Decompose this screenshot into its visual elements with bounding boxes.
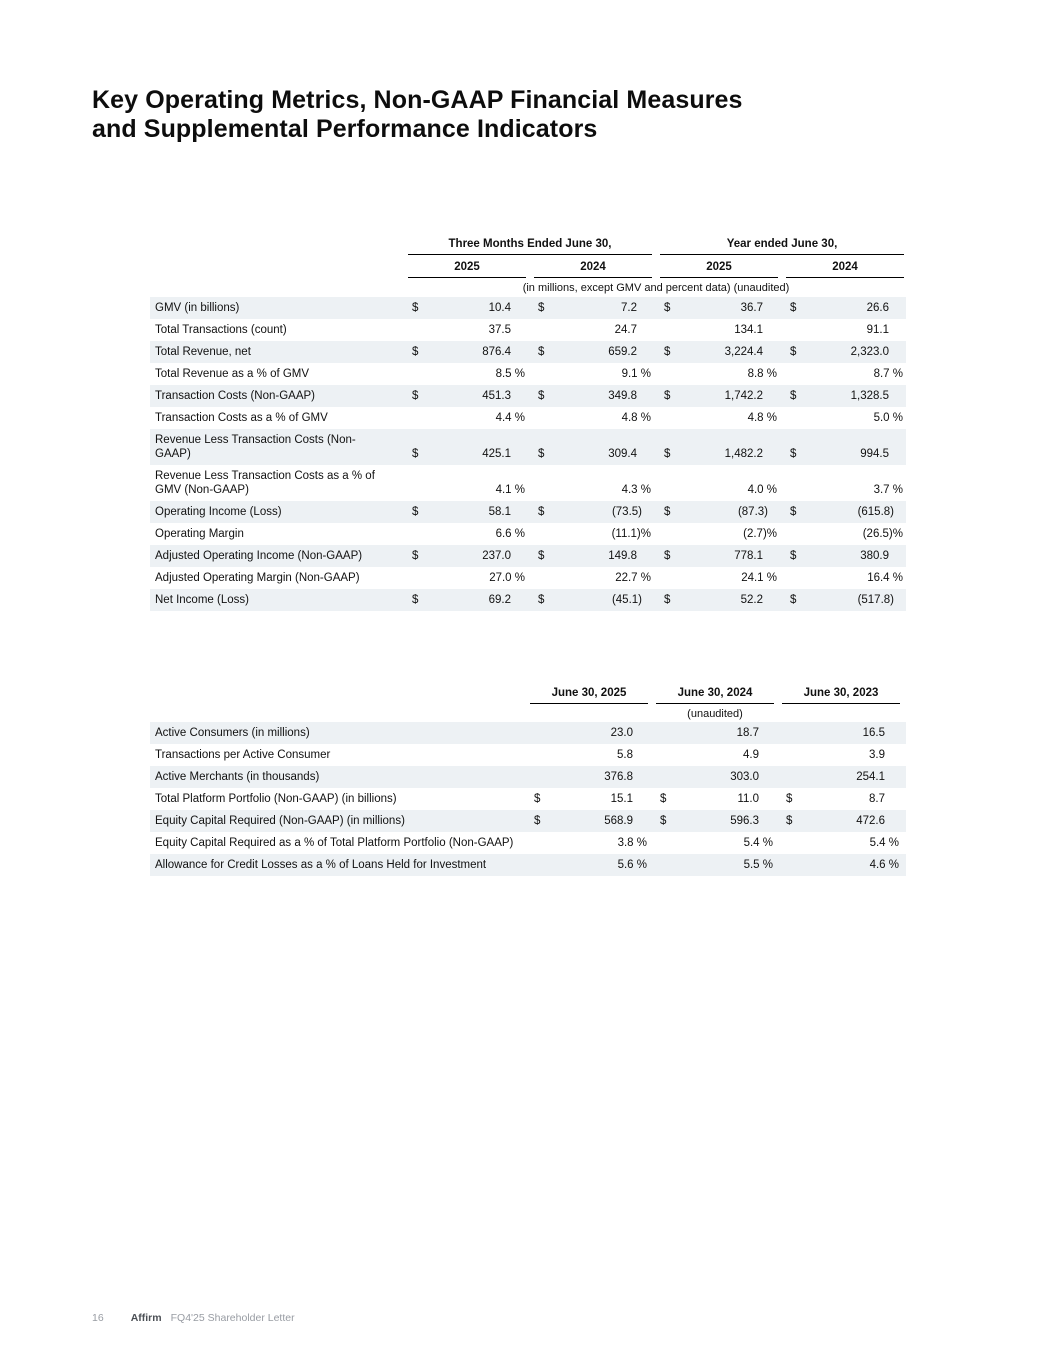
value-cell [530,748,648,762]
currency-symbol: $ [538,594,545,606]
col-group-three-months: Three Months Ended June 30, [408,238,652,255]
value-cell [660,571,778,585]
currency-symbol: $ [790,506,797,518]
row-label: Adjusted Operating Income (Non-GAAP) [155,550,363,562]
document-name: FQ4'25 Shareholder Letter [170,1312,295,1324]
value-cell [408,367,526,381]
page-title [92,86,1055,144]
value-cell [782,748,900,762]
table-row [150,744,906,766]
table-row [150,854,906,876]
cell-value: 5.5 % [743,859,773,871]
cell-value: 15.1 [610,793,633,805]
cell-value: 24.7 [614,324,637,336]
value-cell [534,483,652,497]
value-cell [786,527,904,541]
value-cell [786,345,904,359]
value-cell [530,858,648,872]
value-cell [534,323,652,337]
row-label: Total Platform Portfolio (Non-GAAP) (in billions) [155,793,397,805]
currency-symbol: $ [538,302,545,314]
cell-value: 4.8 % [747,412,777,424]
value-cell [660,447,778,461]
currency-symbol: $ [790,302,797,314]
cell-value: 16.4 % [867,572,903,584]
currency-symbol: $ [786,793,793,805]
value-cell [408,571,526,585]
value-cell [534,389,652,403]
value-cell [534,549,652,563]
value-cell [656,726,774,740]
currency-symbol: $ [412,390,419,402]
cell-value: (2.7)% [743,528,777,540]
cell-value: 26.6 [866,302,889,314]
value-cell [530,836,648,850]
table-row [150,567,906,589]
cell-value: 36.7 [740,302,763,314]
row-label: Revenue Less Transaction Costs (Non-GAAP) [155,434,356,460]
table-row [150,832,906,854]
cell-value: 451.3 [482,390,511,402]
row-label: Total Transactions (count) [155,324,287,336]
cell-value: 4.1 % [495,484,525,496]
currency-symbol: $ [660,793,667,805]
table-row [150,429,906,465]
cell-value: 1,482.2 [724,448,763,460]
cell-value: 58.1 [488,506,511,518]
value-cell [656,792,774,806]
cell-value: 4.0 % [747,484,777,496]
currency-symbol: $ [790,346,797,358]
value-cell [408,549,526,563]
cell-value: 380.9 [860,550,889,562]
currency-symbol: $ [538,346,545,358]
cell-value: (87.3) [737,506,768,518]
value-cell [530,726,648,740]
cell-value: 1,742.2 [724,390,763,402]
value-cell [782,836,900,850]
cell-value: (73.5) [611,506,642,518]
currency-symbol: $ [538,390,545,402]
page-title-line2: and Supplemental Performance Indicators [92,115,598,143]
currency-symbol: $ [534,815,541,827]
value-cell [786,411,904,425]
value-cell [656,836,774,850]
table-row [150,523,906,545]
currency-symbol: $ [412,448,419,460]
value-cell [660,345,778,359]
cell-value: 24.1 % [741,572,777,584]
cell-value: 7.2 [621,302,637,314]
currency-symbol: $ [664,346,671,358]
value-cell [782,726,900,740]
table-row [150,319,906,341]
col-header-jun-2025: June 30, 2025 [530,681,648,704]
value-cell [660,549,778,563]
value-cell [530,814,648,828]
cell-value: 4.3 % [621,484,651,496]
table1-units-note: (in millions, except GMV and percent data) (unaudited) [522,282,790,294]
cell-value: 4.8 % [621,412,651,424]
row-label: Active Merchants (in thousands) [155,771,320,783]
cell-value: 4.9 [743,749,759,761]
cell-value: (517.8) [857,594,894,606]
table-row [150,788,906,810]
cell-value: 69.2 [488,594,511,606]
table1-group-header-row [150,238,906,255]
table2-rows [150,722,906,876]
value-cell [408,527,526,541]
currency-symbol: $ [412,506,419,518]
table2-header-row [150,681,906,704]
cell-value: 5.6 % [617,859,647,871]
value-cell [408,593,526,607]
currency-symbol: $ [412,346,419,358]
cell-value: (45.1) [611,594,642,606]
value-cell [782,792,900,806]
currency-symbol: $ [412,302,419,314]
table-row [150,465,906,501]
currency-symbol: $ [538,506,545,518]
currency-symbol: $ [664,302,671,314]
page-number: 16 [92,1312,104,1324]
value-cell [534,593,652,607]
value-cell [408,505,526,519]
value-cell [408,301,526,315]
col-header-jun-2024: June 30, 2024 [656,681,774,704]
cell-value: 778.1 [734,550,763,562]
cell-value: 91.1 [866,324,889,336]
cell-value: 309.4 [608,448,637,460]
value-cell [530,770,648,784]
cell-value: 3.7 % [873,484,903,496]
table1-year-header-row [150,255,906,278]
currency-symbol: $ [412,550,419,562]
value-cell [660,301,778,315]
row-label: Net Income (Loss) [155,594,249,606]
table-row [150,341,906,363]
col-header-y-2025: 2025 [660,255,778,278]
cell-value: 9.1 % [621,368,651,380]
table-row [150,407,906,429]
cell-value: 472.6 [856,815,885,827]
value-cell [656,858,774,872]
value-cell [786,367,904,381]
cell-value: 6.6 % [495,528,525,540]
cell-value: 149.8 [608,550,637,562]
cell-value: 4.4 % [495,412,525,424]
table-row [150,363,906,385]
cell-value: 8.8 % [747,368,777,380]
supplemental-metrics-table [150,681,906,876]
value-cell [534,411,652,425]
cell-value: 8.7 [869,793,885,805]
cell-value: 303.0 [730,771,759,783]
row-label: Active Consumers (in millions) [155,727,310,739]
value-cell [786,549,904,563]
table-row [150,589,906,611]
cell-value: 18.7 [736,727,759,739]
cell-value: 3,224.4 [724,346,763,358]
col-group-year-ended: Year ended June 30, [660,238,904,255]
cell-value: 568.9 [604,815,633,827]
currency-symbol: $ [790,594,797,606]
value-cell [656,814,774,828]
value-cell [660,411,778,425]
row-label: Operating Margin [155,528,244,540]
value-cell [408,447,526,461]
value-cell [534,505,652,519]
value-cell [782,858,900,872]
value-cell [660,483,778,497]
table-row [150,722,906,744]
table2-unaudited-note: (unaudited) [687,708,743,720]
row-label: Total Revenue as a % of GMV [155,368,310,380]
table2-note-row [150,704,906,722]
value-cell [534,527,652,541]
table-row [150,501,906,523]
row-label: Adjusted Operating Margin (Non-GAAP) [155,572,360,584]
currency-symbol: $ [534,793,541,805]
table-row [150,766,906,788]
cell-value: 22.7 % [615,572,651,584]
value-cell [534,447,652,461]
cell-value: 1,328.5 [850,390,889,402]
cell-value: 237.0 [482,550,511,562]
col-header-y-2024: 2024 [786,255,904,278]
row-label: Transactions per Active Consumer [155,749,331,761]
cell-value: 425.1 [482,448,511,460]
cell-value: 8.5 % [495,368,525,380]
value-cell [530,792,648,806]
cell-value: 11.0 [737,793,759,805]
key-metrics-table [150,238,906,611]
cell-value: 349.8 [608,390,637,402]
currency-symbol: $ [664,390,671,402]
col-header-jun-2023: June 30, 2023 [782,681,900,704]
cell-value: 2,323.0 [850,346,889,358]
value-cell [534,301,652,315]
value-cell [408,323,526,337]
value-cell [656,748,774,762]
value-cell [786,483,904,497]
cell-value: 3.8 % [617,837,647,849]
value-cell [660,593,778,607]
value-cell [660,505,778,519]
currency-symbol: $ [664,506,671,518]
table1-rows [150,297,906,611]
cell-value: 254.1 [856,771,885,783]
value-cell [782,814,900,828]
cell-value: (26.5)% [862,528,903,540]
table1-note-row [150,278,906,297]
currency-symbol: $ [664,550,671,562]
currency-symbol: $ [660,815,667,827]
value-cell [408,483,526,497]
currency-symbol: $ [538,550,545,562]
brand-name: Affirm [130,1312,162,1324]
cell-value: 10.4 [488,302,511,314]
col-header-q-2025: 2025 [408,255,526,278]
col-header-q-2024: 2024 [534,255,652,278]
cell-value: 16.5 [862,727,885,739]
row-label: Allowance for Credit Losses as a % of Loans Held for Investment [155,859,487,871]
currency-symbol: $ [664,448,671,460]
cell-value: 37.5 [488,324,511,336]
cell-value: 5.8 [617,749,633,761]
currency-symbol: $ [790,448,797,460]
cell-value: 5.4 % [743,837,773,849]
value-cell [786,571,904,585]
cell-value: 596.3 [730,815,759,827]
cell-value: 134.1 [734,324,763,336]
row-label: Equity Capital Required (Non-GAAP) (in millions) [155,815,405,827]
value-cell [660,389,778,403]
cell-value: 876.4 [482,346,511,358]
table-row [150,385,906,407]
cell-value: 994.5 [860,448,889,460]
cell-value: 5.0 % [873,412,903,424]
value-cell [656,770,774,784]
value-cell [786,389,904,403]
value-cell [660,527,778,541]
value-cell [786,505,904,519]
row-label: Equity Capital Required as a % of Total Platform Portfolio (Non-GAAP) [155,837,514,849]
table-row [150,810,906,832]
value-cell [534,571,652,585]
cell-value: (615.8) [857,506,894,518]
value-cell [408,389,526,403]
currency-symbol: $ [790,390,797,402]
value-cell [408,411,526,425]
row-label: Transaction Costs (Non-GAAP) [155,390,315,402]
row-label: Total Revenue, net [155,346,251,358]
currency-symbol: $ [786,815,793,827]
cell-value: 4.6 % [869,859,899,871]
row-label: Revenue Less Transaction Costs as a % of GMV (Non-GAAP) [155,470,375,496]
cell-value: 5.4 % [869,837,899,849]
value-cell [408,345,526,359]
value-cell [534,345,652,359]
cell-value: 52.2 [740,594,763,606]
cell-value: 8.7 % [873,368,903,380]
page-title-line1: Key Operating Metrics, Non-GAAP Financial Measures [92,86,743,114]
row-label: Transaction Costs as a % of GMV [155,412,328,424]
table-row [150,545,906,567]
value-cell [534,367,652,381]
currency-symbol: $ [790,550,797,562]
row-label: GMV (in billions) [155,302,240,314]
value-cell [660,367,778,381]
value-cell [786,447,904,461]
value-cell [660,323,778,337]
value-cell [782,770,900,784]
table-row [150,297,906,319]
value-cell [786,593,904,607]
cell-value: 659.2 [608,346,637,358]
cell-value: (11.1)% [611,528,651,540]
currency-symbol: $ [664,594,671,606]
value-cell [786,323,904,337]
cell-value: 27.0 % [489,572,525,584]
value-cell [786,301,904,315]
currency-symbol: $ [412,594,419,606]
page-footer [92,1312,295,1324]
currency-symbol: $ [538,448,545,460]
cell-value: 376.8 [604,771,633,783]
row-label: Operating Income (Loss) [155,506,282,518]
cell-value: 23.0 [610,727,633,739]
cell-value: 3.9 [869,749,885,761]
